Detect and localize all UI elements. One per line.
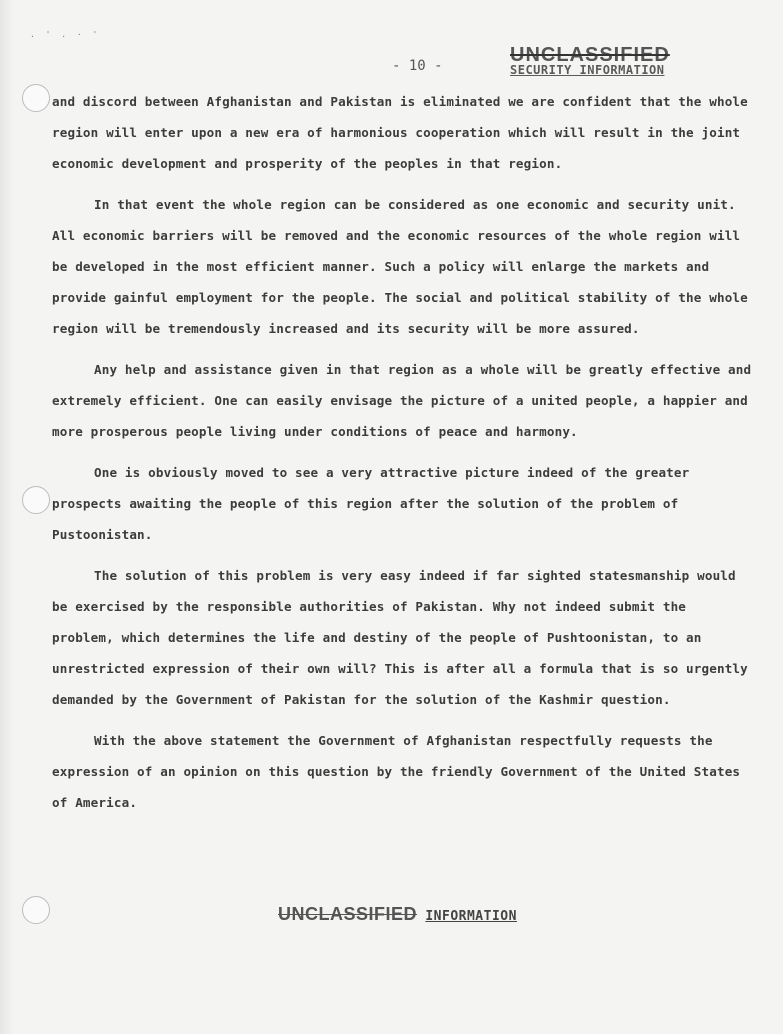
- paragraph-2: In that event the whole region can be considered as one economic and security unit. All economic barriers will be removed and the economic resources of the whole region will be developed in the most efficient manner. Such a policy will enlarge the markets and provide gainful employment for the people. The social and political stability of the whole region will be tremendously increased and its security will be more assured.: [52, 197, 748, 336]
- paragraph-4: One is obviously moved to see a very attractive picture indeed of the greater prospects awaiting the people of this region after the solution of the problem of Pustoonistan.: [52, 465, 690, 542]
- paragraph-5: The solution of this problem is very easy indeed if far sighted statesmanship would be exercised by the responsible authorities of Pakistan. Why not indeed submit the problem, which determines the life and destiny of the people of Pushtoonistan, to an unrestricted expression of their own will? This is after all a formula that is so urgently demanded by the Government of Pakistan for the solution of the Kashmir question.: [52, 568, 748, 707]
- classification-stamp-bottom: [278, 904, 517, 925]
- binder-hole-top: [22, 84, 50, 112]
- margin-marks: . ' . · ': [30, 30, 101, 39]
- paragraph-6: With the above statement the Government of Afghanistan respectfully requests the expression of an opinion on this question by the friendly Government of the United States of America.: [52, 733, 741, 810]
- page-edge-shadow: [0, 0, 14, 1034]
- binder-hole-bottom: [22, 896, 50, 924]
- paragraph-3: Any help and assistance given in that region as a whole will be greatly effective and extremely efficient. One can easily envisage the picture of a united people, a happier and more prosperous people living under conditions of peace and harmony.: [52, 362, 752, 439]
- stamp-security-information: SECURITY INFORMATION: [510, 63, 665, 77]
- stamp-bottom-unclassified: UNCLASSIFIED: [278, 904, 418, 924]
- stamp-bottom-information: INFORMATION: [425, 909, 517, 924]
- stamp-unclassified: UNCLASSIFIED: [510, 44, 670, 66]
- classification-stamp-top: [510, 44, 670, 77]
- document-body: [52, 86, 752, 828]
- binder-hole-middle: [22, 486, 50, 514]
- paragraph-1: and discord between Afghanistan and Pakistan is eliminated we are confident that the whole region will enter upon a new era of harmonious cooperation which will result in the joint economic development and prosperity of the peoples in that region.: [52, 94, 748, 171]
- page-number: - 10 -: [392, 58, 443, 74]
